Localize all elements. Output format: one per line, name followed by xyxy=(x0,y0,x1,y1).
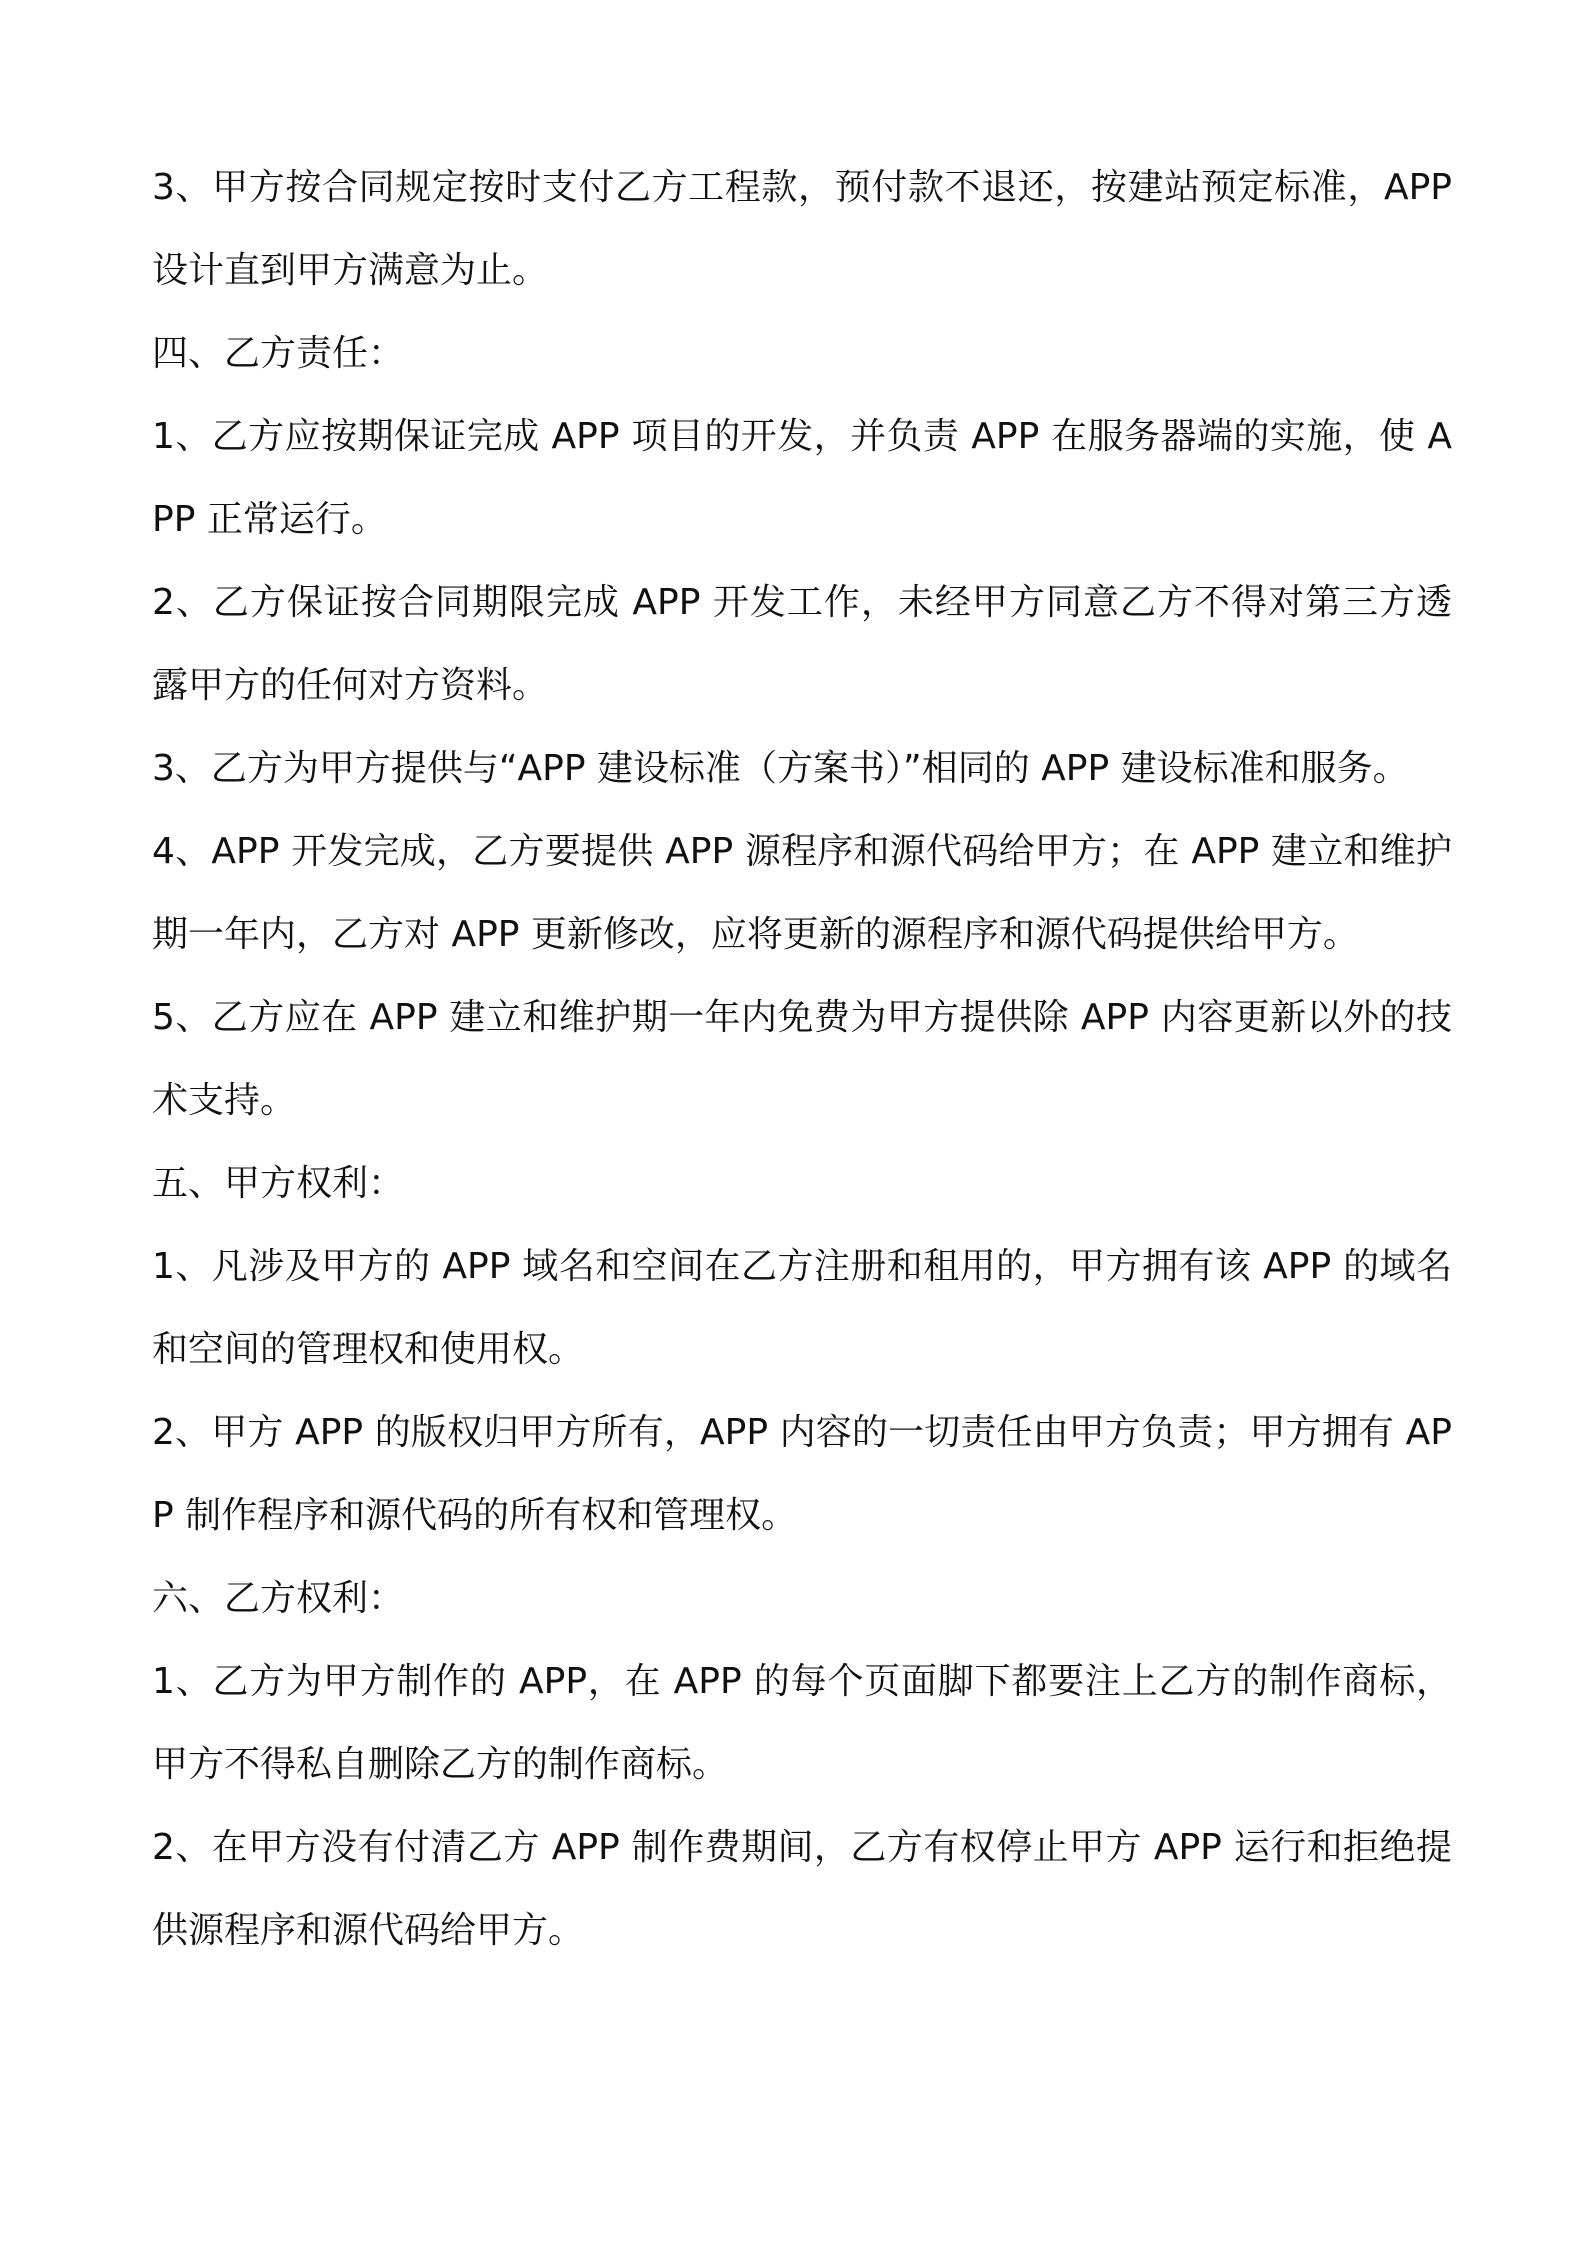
clause-1-party-b-development: 1、乙方应按期保证完成 APP 项目的开发，并负责 APP 在服务器端的实施，使 APP 正常运行。 xyxy=(152,416,1452,540)
clause-2-party-b-confidentiality: 2、乙方保证按合同期限完成 APP 开发工作，未经甲方同意乙方不得对第三方透露甲方的任何对方资料。 xyxy=(152,582,1452,706)
clause-1-party-a-domain: 1、凡涉及甲方的 APP 域名和空间在乙方注册和租用的，甲方拥有该 APP 的域名和空间的管理权和使用权。 xyxy=(152,1246,1452,1370)
contract-page xyxy=(152,146,1452,1972)
clause-3-party-b-standards: 3、乙方为甲方提供与“APP 建设标准（方案书）”相同的 APP 建设标准和服务。 xyxy=(152,748,1409,789)
clause-2-party-b-suspension: 2、在甲方没有付清乙方 APP 制作费期间，乙方有权停止甲方 APP 运行和拒绝提供源程序和源代码给甲方。 xyxy=(152,1827,1452,1951)
section-heading-party-b-responsibilities: 四、乙方责任： xyxy=(152,333,405,374)
section-heading-party-b-rights: 六、乙方权利： xyxy=(152,1578,405,1619)
clause-3-party-a-payment: 3、甲方按合同规定按时支付乙方工程款，预付款不退还，按建站预定标准，APP设计直到甲方满意为止。 xyxy=(152,167,1452,291)
section-heading-party-a-rights: 五、甲方权利： xyxy=(152,1163,405,1204)
clause-5-party-b-support: 5、乙方应在 APP 建立和维护期一年内免费为甲方提供除 APP 内容更新以外的技术支持。 xyxy=(152,997,1452,1121)
clause-1-party-b-trademark: 1、乙方为甲方制作的 APP，在 APP 的每个页面脚下都要注上乙方的制作商标，甲方不得私自删除乙方的制作商标。 xyxy=(152,1661,1452,1785)
clause-2-party-a-copyright: 2、甲方 APP 的版权归甲方所有，APP 内容的一切责任由甲方负责；甲方拥有 APP 制作程序和源代码的所有权和管理权。 xyxy=(152,1412,1452,1536)
clause-4-party-b-source-code: 4、APP 开发完成，乙方要提供 APP 源程序和源代码给甲方；在 APP 建立和维护期一年内，乙方对 APP 更新修改，应将更新的源程序和源代码提供给甲方。 xyxy=(152,831,1452,955)
